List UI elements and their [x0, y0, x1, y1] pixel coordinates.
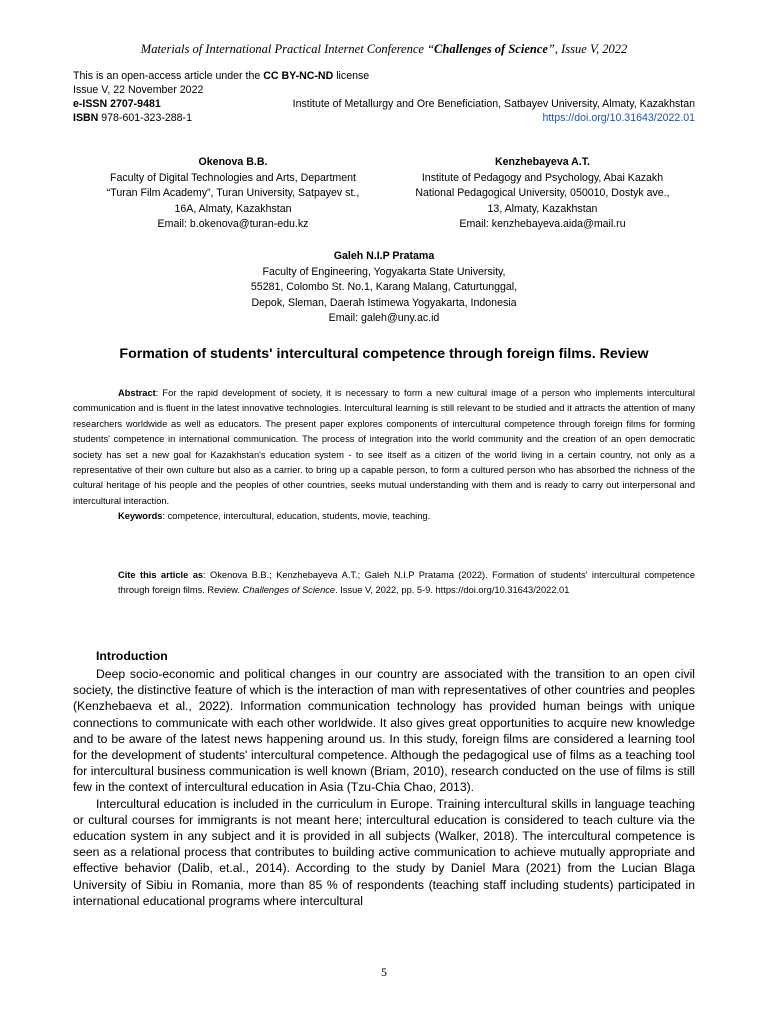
author-affiliation-line: 55281, Colombo St. No.1, Karang Malang, Caturtunggal, [250, 281, 518, 293]
isbn-value: 978-601-323-288-1 [98, 112, 192, 124]
cite-text-before: : Okenova B.B.; Kenzhebayeva A.T.; Galeh N.I.P Pratama (2022). Formation of students' intercultural competence through foreign films. Review. [118, 570, 695, 596]
abstract-text: : For the rapid development of society, it is necessary to form a new cultural image of a person who implements intercultural communication and is fluent in the latest innovative technologies. Intercultural learning is still relevant to be studied and it attracts the attention of many researchers worldwide as well as educators. The present paper explores components of intercultural competence through foreign films for forming students' competence in international communication. The process of integration into the world community and the creation of an open democratic society has set a new goal for Kazakhstan's education system - to see itself as a citizen of the world living in a certain country, not only as a representative of their own culture but also as a carrier. to bring up a capable person, to form a cultured person who has absorbed the richness of the cultural heritage of his people and the peoples of other countries, seeks mutual understanding with them and is ready to carry out interpersonal and intercultural interaction. [73, 388, 695, 506]
author-email[interactable]: Email: galeh@uny.ac.id [328, 312, 440, 324]
eissn: e-ISSN 2707-9481 [73, 98, 161, 110]
journal-name: Challenges of Science [434, 42, 548, 56]
author-affiliation-line: National Pedagogical University, 050010, Dostyk ave., [415, 187, 670, 199]
license-name: CC BY-NC-ND [263, 70, 334, 82]
author-affiliation-line: Faculty of Digital Technologies and Arts, Department [110, 171, 356, 184]
isbn-line [73, 111, 695, 125]
author-name: Kenzhebayeva A.T. [495, 156, 590, 168]
author-email[interactable]: Email: b.okenova@turan-edu.kz [157, 218, 309, 230]
journal-header-prefix: Materials of International Practical Internet Conference “ [140, 42, 435, 56]
author-block-1 [73, 155, 393, 233]
keywords-text: : competence, intercultural, education, students, movie, teaching. [162, 511, 431, 522]
keywords-paragraph [73, 509, 695, 524]
author-affiliation-line: Institute of Pedagogy and Psychology, Abai Kazakh [421, 171, 664, 184]
author-affiliation-line: “Turan Film Academy”, Turan University, Satpayev st., [106, 187, 360, 199]
cite-block [118, 568, 695, 599]
introduction-body [73, 666, 695, 909]
author-affiliation-line: Depok, Sleman, Daerah Istimewa Yogyakarta, Indonesia [251, 296, 517, 309]
eissn-line [73, 97, 695, 111]
abstract [73, 386, 695, 525]
author-email[interactable]: Email: kenzhebayeva.aida@mail.ru [459, 218, 626, 230]
journal-header [0, 42, 768, 57]
institute: Institute of Metallurgy and Ore Beneficiation, Satbayev University, Almaty, Kazakhstan [292, 98, 695, 110]
issue-date-line [73, 83, 695, 97]
cite-text-after: . Issue V, 2022, pp. 5-9. https://doi.org/10.31643/2022.01 [335, 585, 570, 596]
body-paragraph: Intercultural education is included in the curriculum in Europe. Training intercultural skills in language teaching or cultural courses for immigrants is not meant here; intercultural education is considered to teach culture via the education system in any subject and it is provided in all subjects (Walker, 2018). The intercultural competence is seen as a relational process that contributes to building active communication to achieve mutually appropriate and effective behavior (Dalib, et.al., 2014). According to the study by Daniel Mara (2021) from the Lucian Blaga University of Sibiu in Romania, more than 85 % of respondents (teaching staff including students) participated in international educational programs where intercultural [73, 796, 695, 908]
journal-header-suffix: ”, Issue V, 2022 [547, 42, 628, 56]
abstract-label: Abstract [118, 388, 156, 398]
author-affiliation-line: 13, Almaty, Kazakhstan [487, 202, 598, 215]
keywords-label: Keywords [118, 511, 163, 522]
author-name: Galeh N.I.P Pratama [333, 250, 435, 262]
license-line [73, 69, 695, 83]
abstract-paragraph [73, 386, 695, 509]
paper-title: Formation of students' intercultural competence through foreign films. Review [119, 346, 649, 362]
issue-date: Issue V, 22 November 2022 [73, 84, 204, 96]
license-prefix: This is an open-access article under the [73, 70, 264, 82]
article-metadata [73, 69, 695, 125]
author-block-2 [390, 155, 695, 233]
doi-link[interactable]: https://doi.org/10.31643/2022.01 [542, 112, 695, 124]
author-affiliation-line: 16A, Almaty, Kazakhstan [174, 202, 292, 215]
cite-journal: Challenges of Science [242, 585, 336, 596]
cite-label: Cite this article as [118, 570, 204, 580]
author-name: Okenova B.B. [198, 156, 268, 168]
isbn-label: ISBN [73, 112, 99, 124]
license-suffix: license [333, 70, 370, 82]
introduction-heading: Introduction [96, 649, 168, 663]
page-number: 5 [381, 965, 387, 979]
author-affiliation-line: Faculty of Engineering, Yogyakarta State University, [262, 265, 506, 278]
author-block-3 [184, 249, 584, 327]
body-paragraph: Deep socio-economic and political changes in our country are associated with the transition to an open civil society, the distinctive feature of which is the interaction of man with representatives of other countries and peoples (Kenzhebaeva et al., 2022). Information communication technology has provided human beings with unique connections to communicate with each other worldwide. It also gives great opportunities to acquire new knowledge and to be aware of the latest news happening around us. In this study, foreign films are considered a learning tool for the development of students' intercultural competence. Although the pedagogical use of films as a teaching tool for intercultural business communication is well known (Briam, 2010), research conducted on the use of films is still few in the context of intercultural education in Asia (Tzu-Chia Chao, 2013). [73, 667, 695, 795]
